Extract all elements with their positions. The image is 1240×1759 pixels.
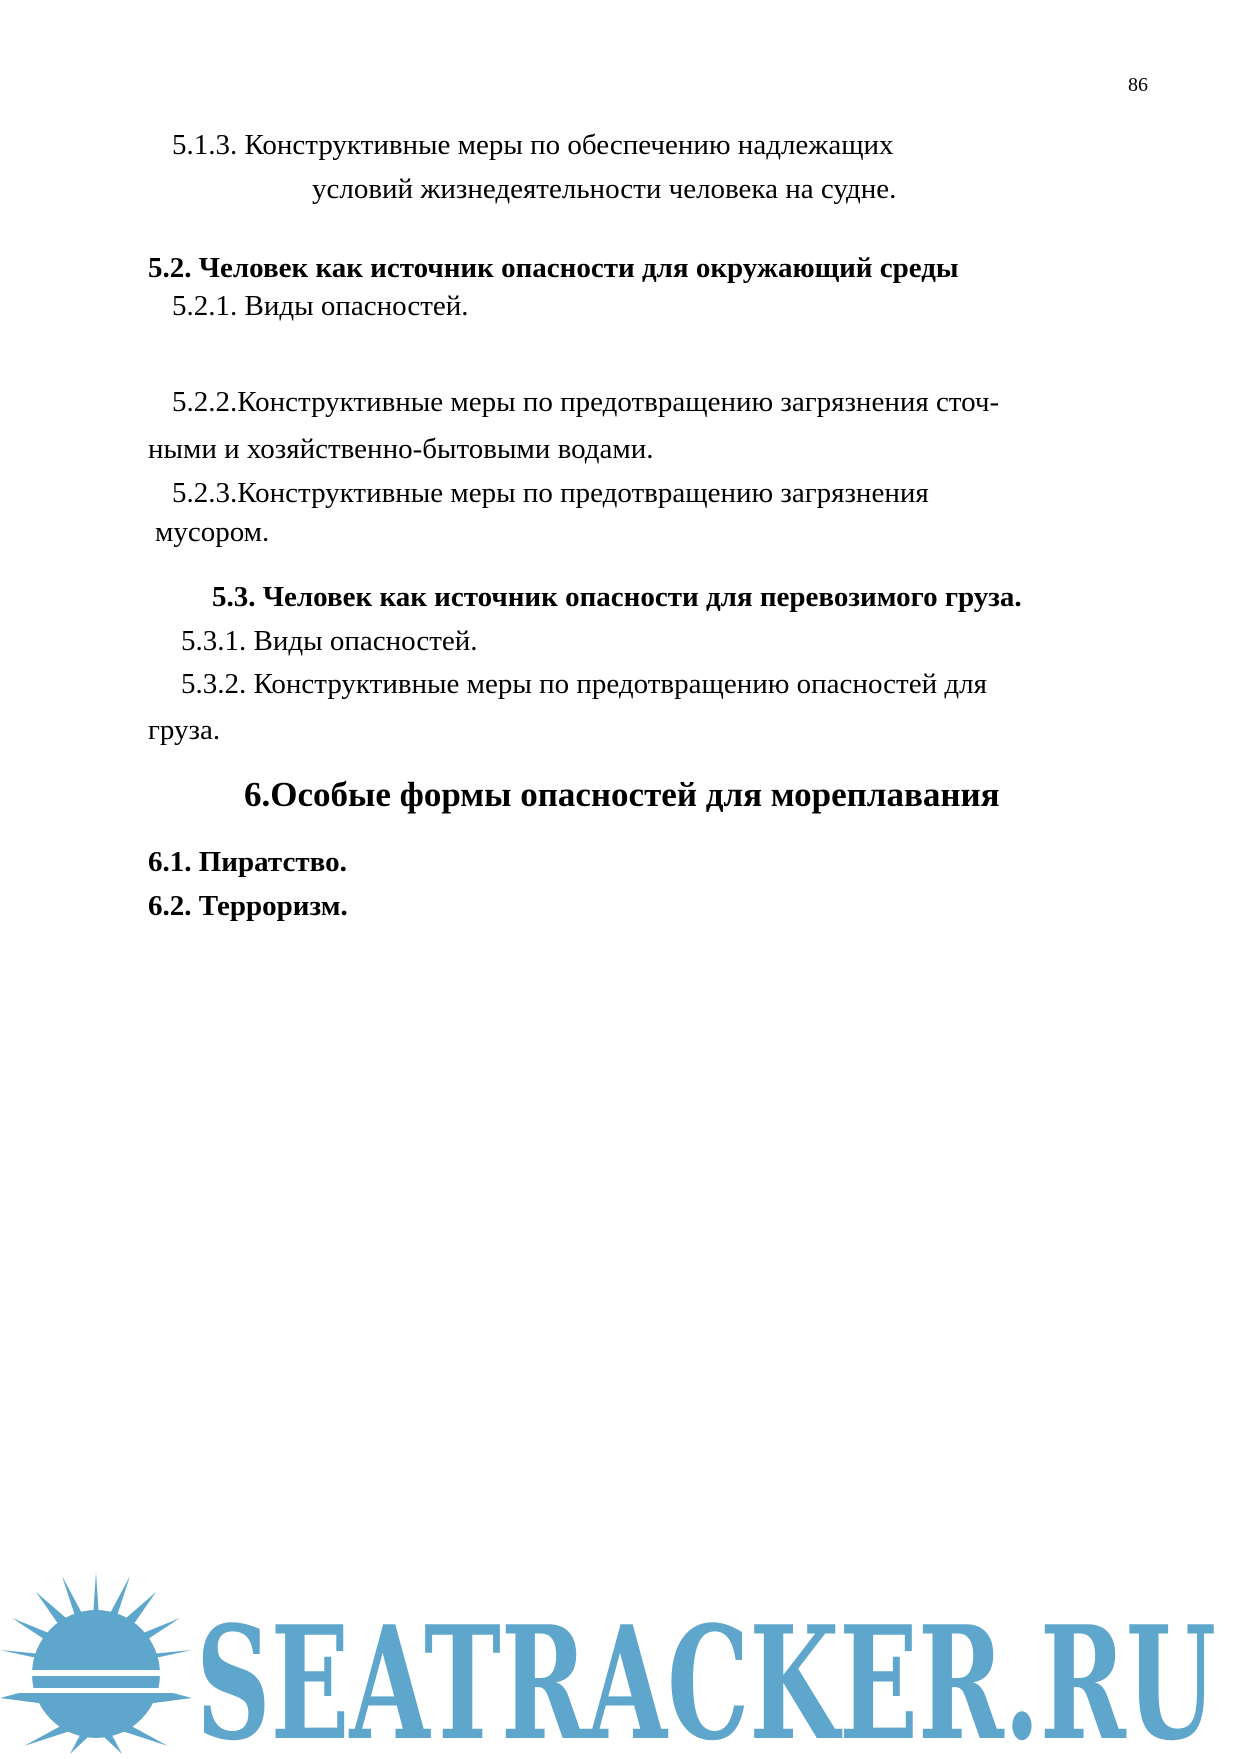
section-5-1-3-line-1: 5.1.3. Конструктивные меры по обеспечению надлежащих (172, 129, 894, 161)
section-5-2-2-line-2: ными и хозяйственно-бытовыми водами. (148, 433, 654, 465)
section-5-2-3-line-1: 5.2.3.Конструктивные меры по предотвращению загрязнения (172, 477, 929, 509)
horizon-line (0, 1670, 200, 1676)
page-number: 86 (1128, 74, 1148, 96)
section-5-3-heading: 5.3. Человек как источник опасности для перевозимого груза. (212, 581, 1022, 613)
sun-burst-icon (0, 1572, 192, 1754)
section-6-2: 6.2. Терроризм. (148, 890, 348, 922)
horizon-line (0, 1688, 200, 1693)
watermark-graphic (0, 1570, 1240, 1754)
section-5-3-2-line-1: 5.3.2. Конструктивные меры по предотвращению опасностей для (181, 668, 987, 700)
section-6-heading: 6.Особые формы опасностей для мореплавания (244, 775, 1000, 814)
section-5-2-3-line-2: мусором. (155, 516, 270, 548)
section-6-1: 6.1. Пиратство. (148, 846, 347, 878)
section-5-3-1: 5.3.1. Виды опасностей. (181, 625, 478, 657)
section-5-2-heading: 5.2. Человек как источник опасности для окружающий среды (148, 252, 959, 284)
watermark (0, 1570, 1240, 1754)
section-5-3-2-line-2: груза. (148, 714, 221, 746)
section-5-2-2-line-1: 5.2.2.Конструктивные меры по предотвращению загрязнения сточ- (172, 386, 1000, 418)
section-5-1-3-line-2: условий жизнедеятельности человека на судне. (312, 173, 897, 205)
watermark-text: SEATRACKER.RU (196, 1592, 1216, 1754)
section-5-2-1: 5.2.1. Виды опасностей. (172, 290, 469, 322)
